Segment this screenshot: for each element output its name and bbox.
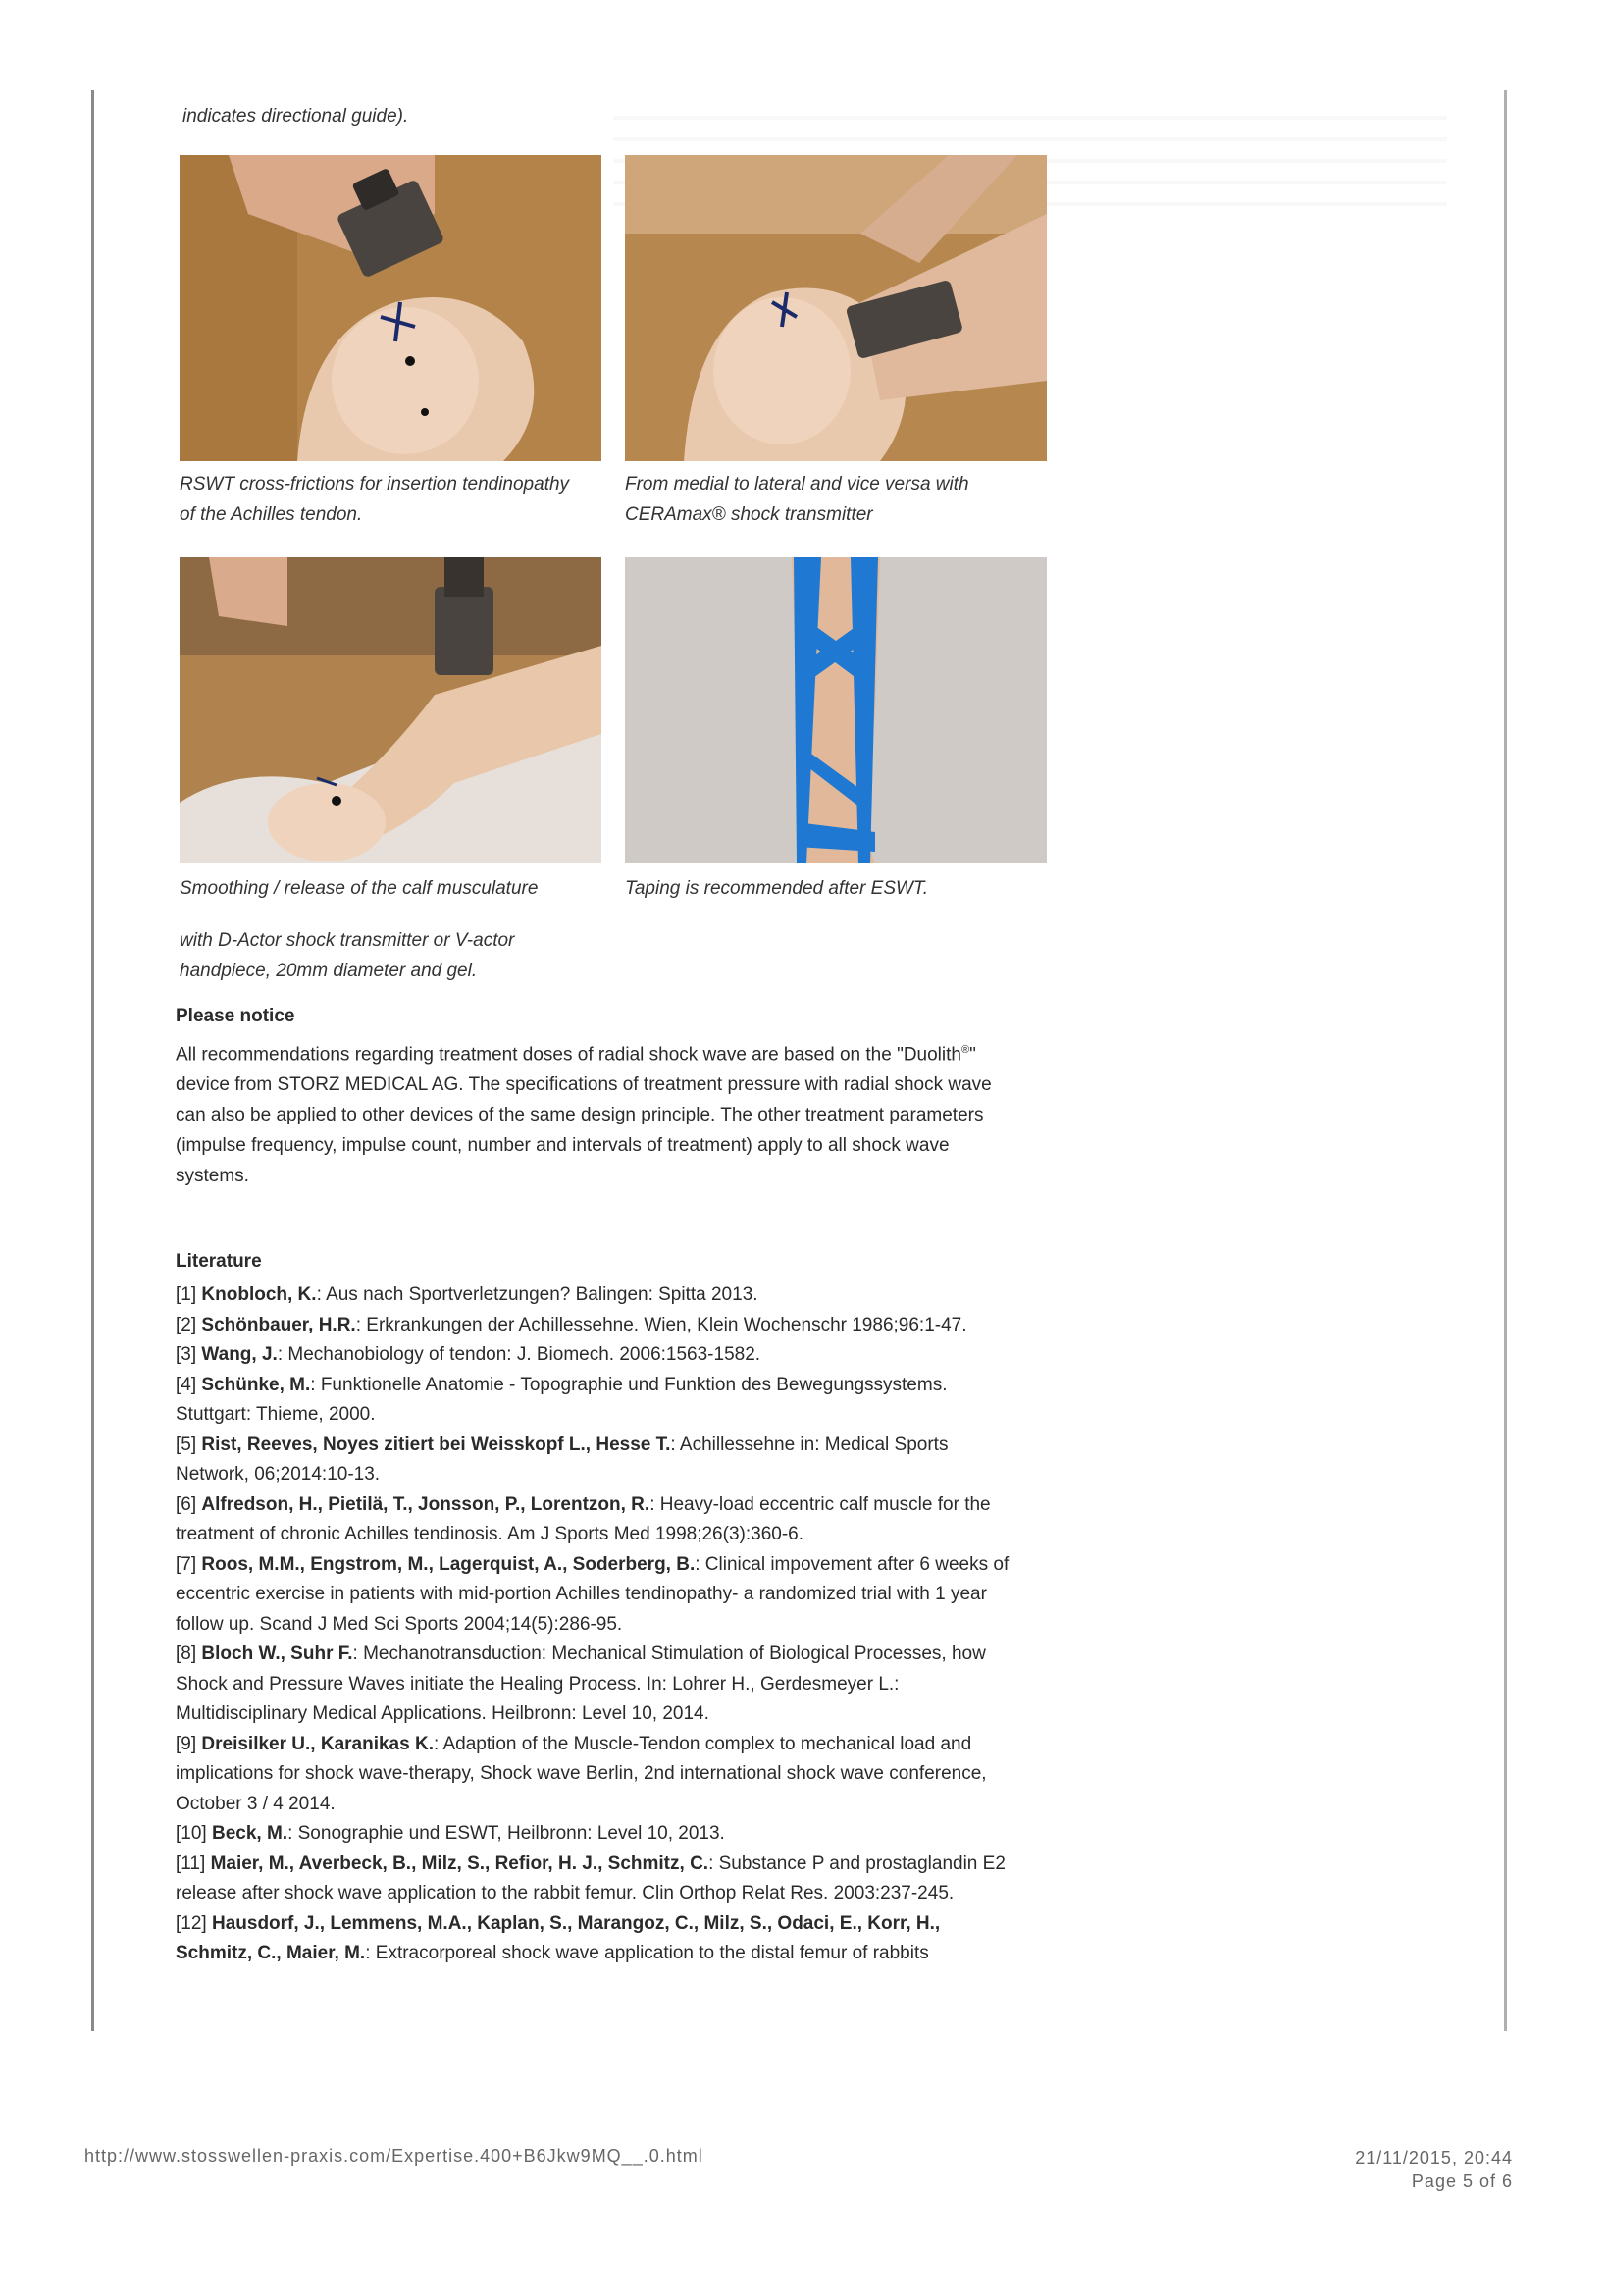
footer-datetime: 21/11/2015, 20:44 [1355,2148,1513,2167]
caption-photo-4: Taping is recommended after ESWT. [625,878,929,899]
footer-page-number: Page 5 of 6 [1411,2171,1513,2191]
photo-calf-smoothing [180,557,601,863]
caption-photo-2: From medial to lateral and vice versa with CERAmax® shock transmitter [625,474,969,525]
photo-rswt-cross-frictions [180,155,601,461]
literature-item: [12] Hausdorf, J., Lemmens, M.A., Kaplan, S., Marangoz, C., Milz, S., Odaci, E., Korr, H., Schmitz, C., Maier, M.: Extracorporeal shock wave application to the distal femur of rabbits [176,1912,941,1963]
photo-medial-lateral-ceramax [625,155,1047,461]
literature-item: [11] Maier, M., Averbeck, B., Milz, S., Refior, H. J., Schmitz, C.: Substance P and prostaglandin E2 release after shock wave application to the rabbit femur. Clin Orthop Relat Res. 2003:237-245. [176,1852,1006,1904]
photo-taping [625,557,1047,863]
literature-list [176,1280,1019,1969]
literature-item: [8] Bloch W., Suhr F.: Mechanotransduction: Mechanical Stimulation of Biological Processes, how Shock and Pressure Waves initiate the Healing Process. In: Lohrer H., Gerdesmeyer L.: Multidisciplinary Medical Applications. Heilbronn: Level 10, 2014. [176,1644,986,1724]
left-margin-line [91,90,94,2031]
intro-text: indicates directional guide). [182,106,409,127]
footer-datetime-page [1355,2146,1513,2193]
literature-item: [4] Schünke, M.: Funktionelle Anatomie - Topographie und Funktion des Bewegungssystems. Stuttgart: Thieme, 2000. [176,1374,948,1425]
literature-item: [2] Schönbauer, H.R.: Erkrankungen der Achillessehne. Wien, Klein Wochenschr 1986;96:1-47. [176,1314,967,1335]
notice-heading: Please notice [176,1006,295,1026]
literature-item: [9] Dreisilker U., Karanikas K.: Adaption of the Muscle-Tendon complex to mechanical load and implications for shock wave-therapy, Shock wave Berlin, 2nd international shock wave conference, October 3 / 4 2014. [176,1733,987,1814]
literature-item: [10] Beck, M.: Sonographie und ESWT, Heilbronn: Level 10, 2013. [176,1823,725,1844]
literature-item: [1] Knobloch, K.: Aus nach Sportverletzungen? Balingen: Spitta 2013. [176,1284,758,1305]
caption-photo-3: Smoothing / release of the calf musculature with D-Actor shock transmitter or V-actor handpiece, 20mm diameter and gel. [180,878,539,981]
literature-item: [5] Rist, Reeves, Noyes zitiert bei Weisskopf L., Hesse T.: Achillessehne in: Medical Sports Network, 06;2014:10-13. [176,1434,949,1485]
notice-paragraph: All recommendations regarding treatment doses of radial shock wave are based on the "Duolith®" device from STORZ MEDICAL AG. The specifications of treatment pressure with radial shock wave can also be applied to other devices of the same design principle. The other treatment parameters (impulse frequency, impulse count, number and intervals of treatment) apply to all shock wave systems. [176,1044,992,1187]
literature-item: [7] Roos, M.M., Engstrom, M., Lagerquist, A., Soderberg, B.: Clinical impovement after 6 weeks of eccentric exercise in patients with mid-portion Achilles tendinopathy- a randomized trial with 1 year follow up. Scand J Med Sci Sports 2004;14(5):286-95. [176,1553,1010,1635]
caption-photo-1: RSWT cross-frictions for insertion tendinopathy of the Achilles tendon. [180,474,570,525]
literature-item: [6] Alfredson, H., Pietilä, T., Jonsson, P., Lorentzon, R.: Heavy-load eccentric calf muscle for the treatment of chronic Achilles tendinosis. Am J Sports Med 1998;26(3):360-6. [176,1493,991,1544]
right-margin-line [1504,90,1507,2031]
literature-heading: Literature [176,1251,262,1272]
literature-item: [3] Wang, J.: Mechanobiology of tendon: J. Biomech. 2006:1563-1582. [176,1344,761,1365]
footer-url: http://www.stosswellen-praxis.com/Expertise.400+B6Jkw9MQ__.0.html [84,2146,703,2166]
